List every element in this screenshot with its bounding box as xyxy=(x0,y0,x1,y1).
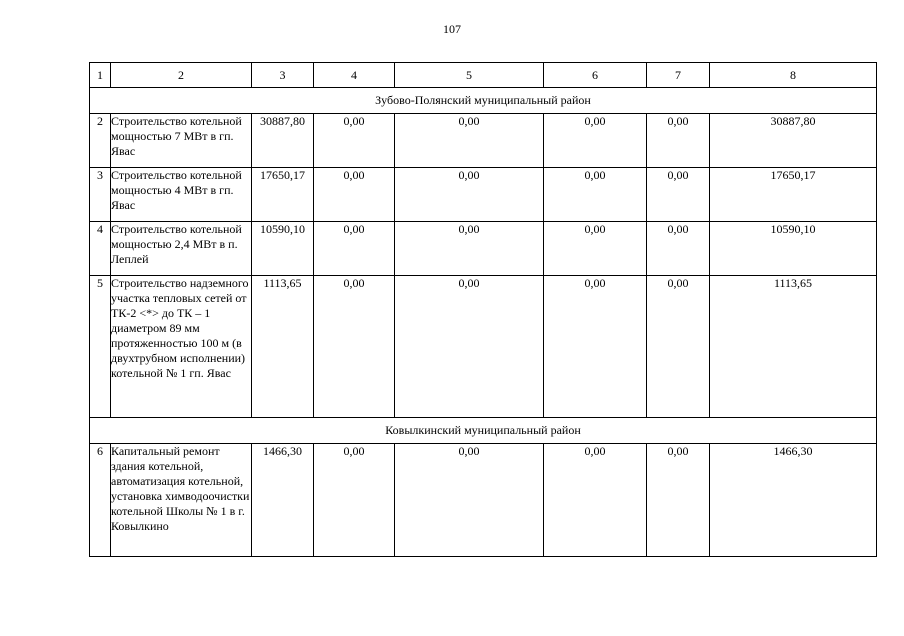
cell-col8: 30887,80 xyxy=(710,114,877,168)
header-cell: 4 xyxy=(314,63,395,88)
cell-col5: 0,00 xyxy=(395,114,544,168)
cell-col7: 0,00 xyxy=(647,222,710,276)
row-name: Строительство котельной мощностью 7 МВт в гп. Явас xyxy=(111,114,252,168)
row-name: Строительство котельной мощностью 2,4 МВт в п. Леплей xyxy=(111,222,252,276)
row-name: Капитальный ремонт здания котельной, автоматизация котельной, установка химводоочистки котельной Школы № 1 в г. Ковылкино xyxy=(111,444,252,557)
table-row xyxy=(90,276,877,418)
cell-col5: 0,00 xyxy=(395,444,544,557)
header-cell: 7 xyxy=(647,63,710,88)
row-number: 2 xyxy=(90,114,111,168)
data-table xyxy=(89,62,877,557)
cell-col7: 0,00 xyxy=(647,168,710,222)
row-name: Строительство надземного участка тепловых сетей от ТК-2 <*> до ТК – 1 диаметром 89 мм протяженностью 100 м (в двухтрубном исполнении) котельной № 1 гп. Явас xyxy=(111,276,252,418)
row-number: 3 xyxy=(90,168,111,222)
cell-col6: 0,00 xyxy=(544,114,647,168)
cell-col6: 0,00 xyxy=(544,444,647,557)
cell-col4: 0,00 xyxy=(314,168,395,222)
header-row xyxy=(90,63,877,88)
cell-col8: 1113,65 xyxy=(710,276,877,418)
table-row xyxy=(90,222,877,276)
row-number: 6 xyxy=(90,444,111,557)
cell-col4: 0,00 xyxy=(314,222,395,276)
cell-col7: 0,00 xyxy=(647,444,710,557)
cell-col8: 1466,30 xyxy=(710,444,877,557)
cell-col6: 0,00 xyxy=(544,276,647,418)
cell-col4: 0,00 xyxy=(314,444,395,557)
cell-col6: 0,00 xyxy=(544,168,647,222)
section-title: Зубово-Полянский муниципальный район xyxy=(90,88,877,114)
cell-col8: 10590,10 xyxy=(710,222,877,276)
cell-col5: 0,00 xyxy=(395,276,544,418)
cell-col7: 0,00 xyxy=(647,114,710,168)
cell-col4: 0,00 xyxy=(314,276,395,418)
cell-col3: 1466,30 xyxy=(252,444,314,557)
header-cell: 6 xyxy=(544,63,647,88)
cell-col5: 0,00 xyxy=(395,222,544,276)
header-cell: 8 xyxy=(710,63,877,88)
cell-col3: 10590,10 xyxy=(252,222,314,276)
page-number: 107 xyxy=(443,22,461,36)
header-cell: 2 xyxy=(111,63,252,88)
section-row xyxy=(90,418,877,444)
cell-col4: 0,00 xyxy=(314,114,395,168)
header-cell: 5 xyxy=(395,63,544,88)
row-name: Строительство котельной мощностью 4 МВт в гп. Явас xyxy=(111,168,252,222)
cell-col7: 0,00 xyxy=(647,276,710,418)
header-cell: 3 xyxy=(252,63,314,88)
cell-col3: 17650,17 xyxy=(252,168,314,222)
cell-col3: 1113,65 xyxy=(252,276,314,418)
section-title: Ковылкинский муниципальный район xyxy=(90,418,877,444)
cell-col6: 0,00 xyxy=(544,222,647,276)
table-row xyxy=(90,444,877,557)
row-number: 4 xyxy=(90,222,111,276)
cell-col8: 17650,17 xyxy=(710,168,877,222)
cell-col3: 30887,80 xyxy=(252,114,314,168)
table-row xyxy=(90,168,877,222)
row-number: 5 xyxy=(90,276,111,418)
section-row xyxy=(90,88,877,114)
header-cell: 1 xyxy=(90,63,111,88)
cell-col5: 0,00 xyxy=(395,168,544,222)
table-row xyxy=(90,114,877,168)
